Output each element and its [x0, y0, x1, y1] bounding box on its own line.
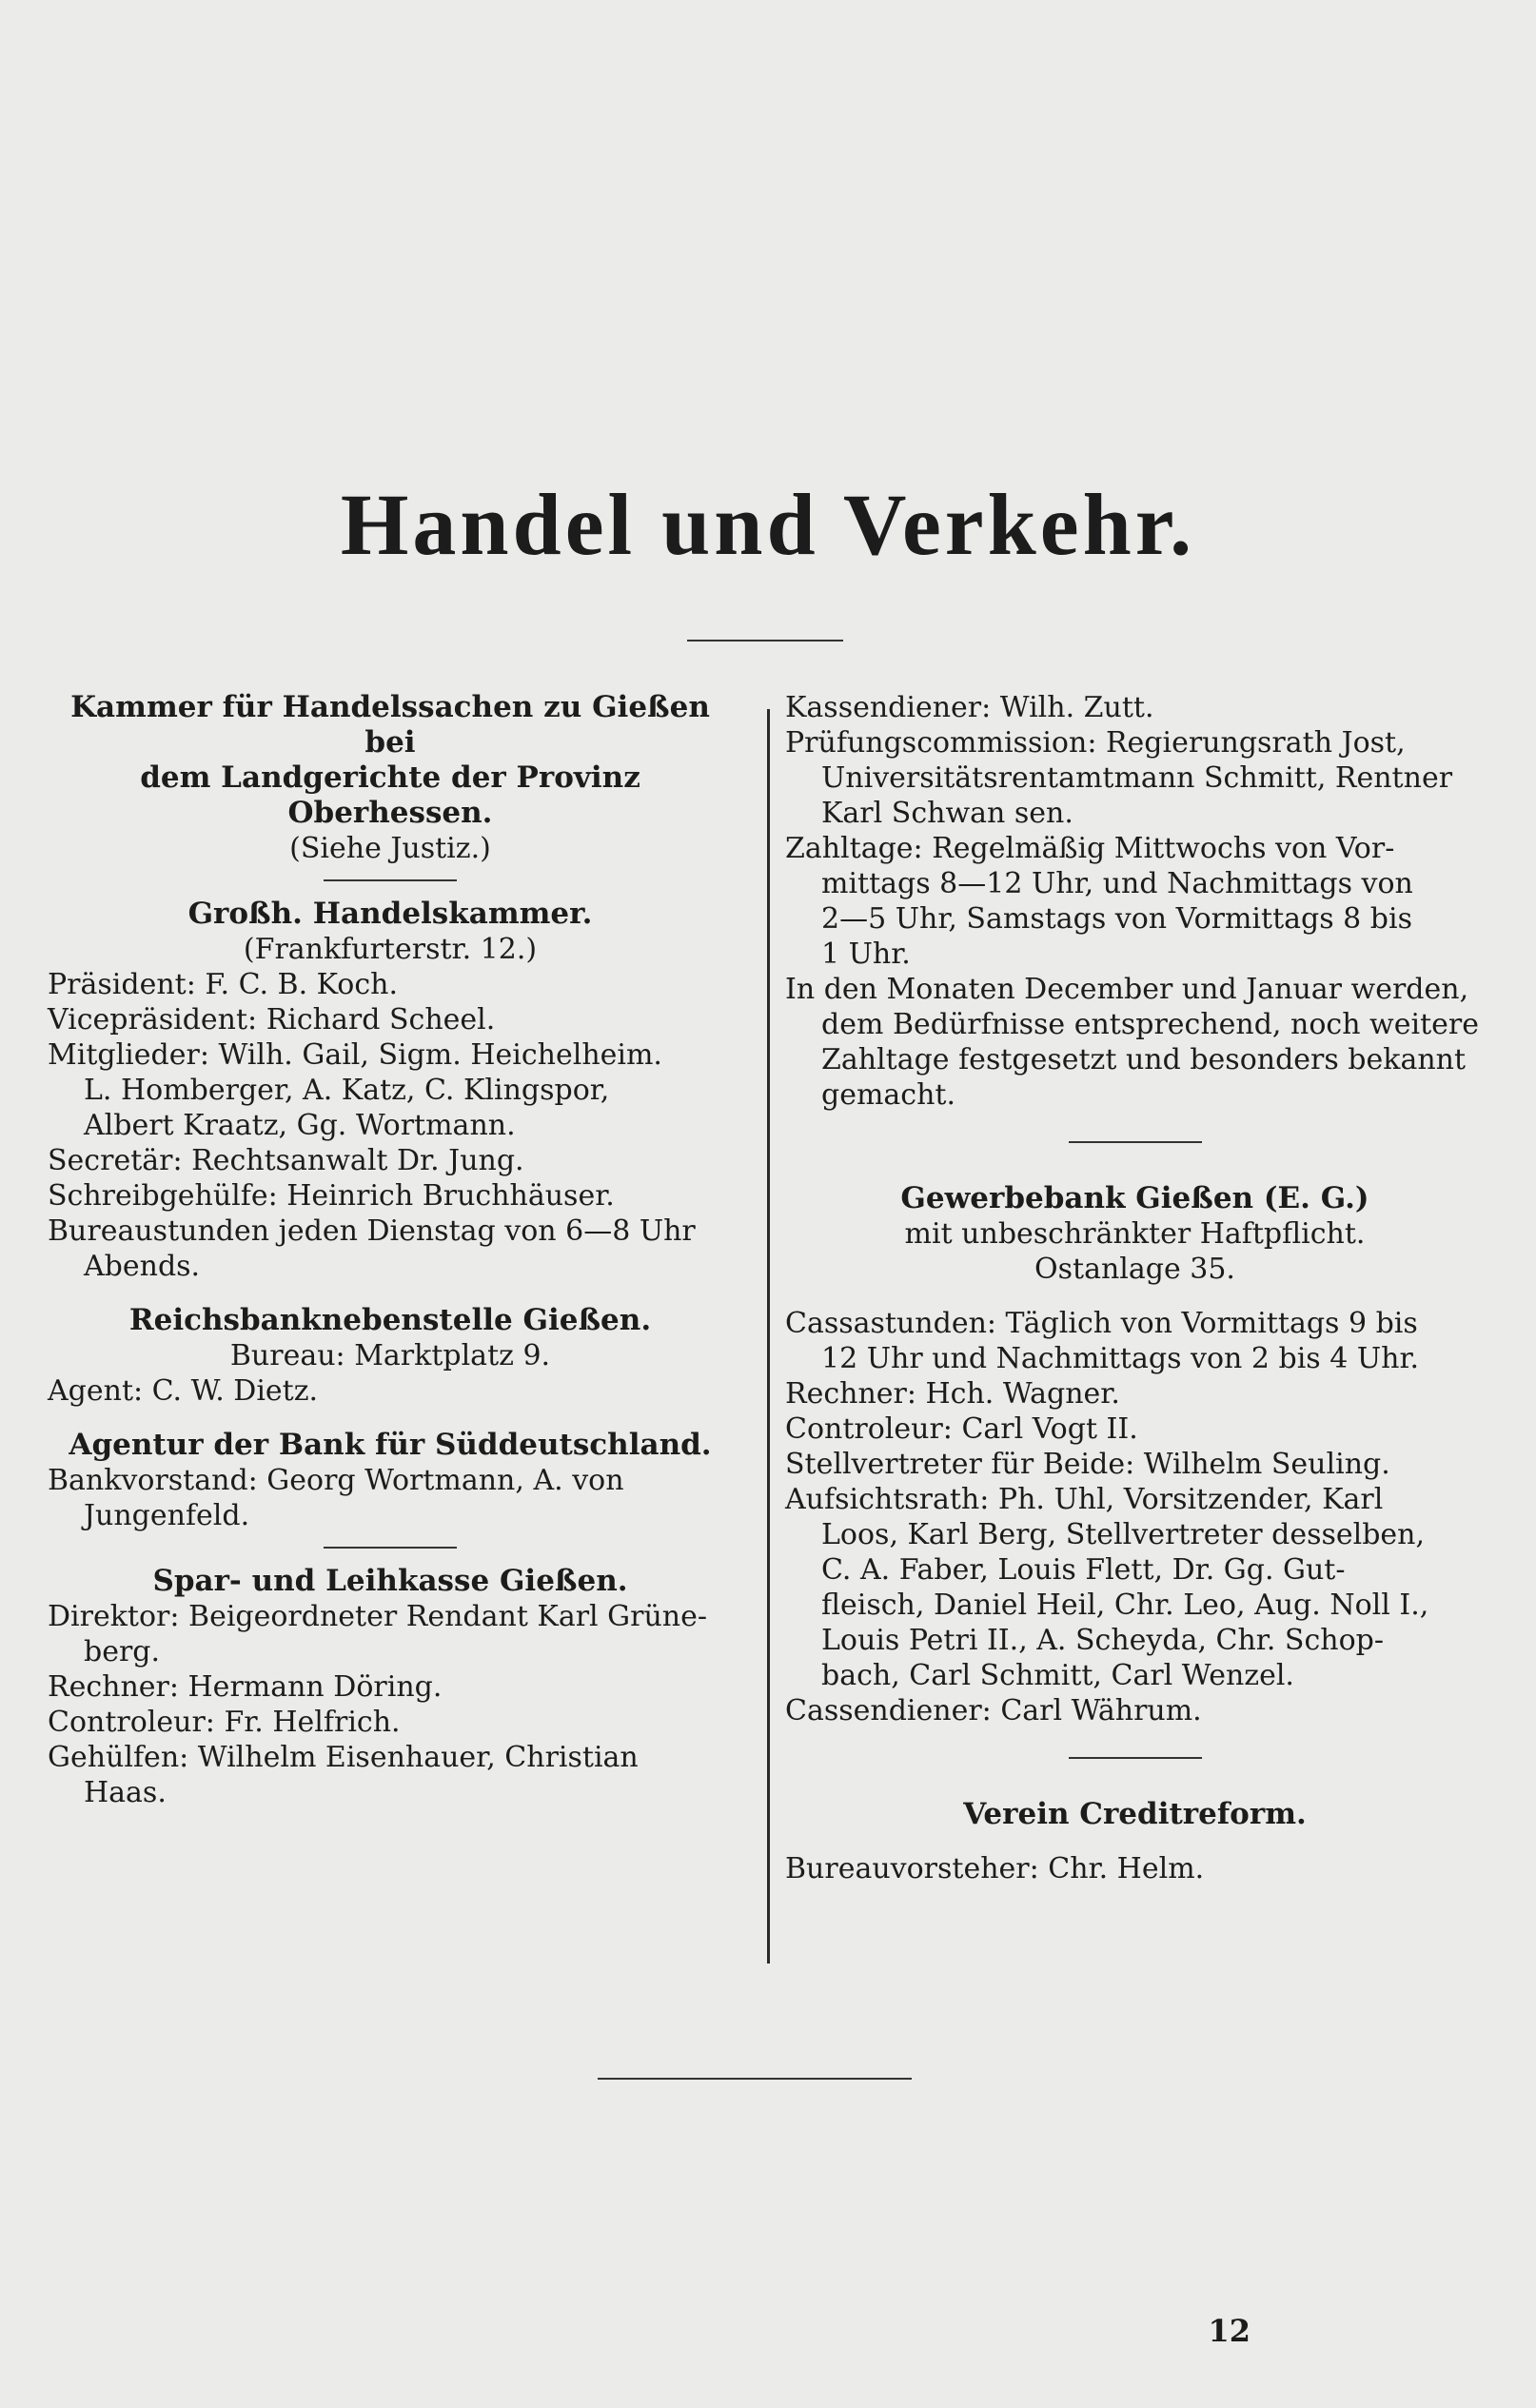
entry-line: Karl Schwan sen.: [821, 797, 1073, 830]
page-number: 12: [1208, 2313, 1250, 2349]
section-handelskammer: [48, 897, 733, 1284]
entry-line: gemacht.: [821, 1078, 956, 1112]
entry-line: Zahltage festgesetzt und besonders bekannt: [821, 1043, 1467, 1076]
entry-line: Bankvorstand: Georg Wortmann, A. von: [48, 1464, 624, 1497]
entry-line: Bureaustunden jeden Dienstag von 6—8 Uhr: [48, 1214, 696, 1248]
bottom-rule: [598, 2078, 912, 2080]
entry-line: Jungenfeld.: [84, 1499, 250, 1532]
entry-line: bach, Carl Schmitt, Carl Wenzel.: [821, 1659, 1294, 1692]
entry-line: Haas.: [84, 1776, 167, 1809]
section-divider: [1069, 1757, 1202, 1759]
entry-line: Direktor: Beigeordneter Rendant Karl Grüne-: [48, 1600, 708, 1633]
entry-line: Abends.: [84, 1250, 201, 1283]
section-heading: Verein Creditreform.: [963, 1797, 1307, 1831]
left-column: [48, 690, 733, 1810]
section-heading: Kammer für Handelssachen zu Gießen bei: [70, 690, 710, 760]
section-heading: Agentur der Bank für Süddeutschland.: [69, 1428, 712, 1462]
entry-line: 2—5 Uhr, Samstags von Vormittags 8 bis: [821, 902, 1412, 936]
entry-line: Vicepräsident: Richard Scheel.: [48, 1003, 496, 1036]
entry-line: Schreibgehülfe: Heinrich Bruchhäuser.: [48, 1179, 615, 1213]
section-heading: Spar- und Leihkasse Gießen.: [152, 1564, 628, 1598]
title-rule: [687, 640, 843, 641]
column-divider: [767, 709, 770, 1964]
section-divider: [324, 1547, 457, 1549]
section-heading: Gewerbebank Gießen (E. G.): [900, 1181, 1369, 1215]
entry-line: Bureauvorsteher: Chr. Helm.: [785, 1852, 1205, 1885]
entry-line: 12 Uhr und Nachmittags von 2 bis 4 Uhr.: [821, 1342, 1420, 1375]
entry-line: Präsident: F. C. B. Koch.: [48, 968, 398, 1001]
entry-line: Albert Kraatz, Gg. Wortmann.: [84, 1109, 516, 1142]
section-agentur-bank: [48, 1428, 733, 1533]
entry-line: 1 Uhr.: [821, 938, 911, 971]
section-heading: Reichsbanknebenstelle Gießen.: [128, 1303, 652, 1337]
entry-line: Mitglieder: Wilh. Gail, Sigm. Heichelheim.: [48, 1038, 662, 1072]
entry-line: Universitätsrentamtmann Schmitt, Rentner: [821, 761, 1453, 795]
entry-line: berg.: [84, 1635, 161, 1668]
entry-line: Louis Petri II., A. Scheyda, Chr. Schop-: [821, 1624, 1385, 1657]
entry-line: Cassendiener: Carl Währum.: [785, 1694, 1202, 1727]
entry-line: Agent: C. W. Dietz.: [48, 1374, 319, 1408]
section-kammer-handelssachen: [48, 690, 733, 866]
entry-line: Gehülfen: Wilhelm Eisenhauer, Christian: [48, 1741, 639, 1774]
entry-line: Aufsichtsrath: Ph. Uhl, Vorsitzender, Karl: [785, 1483, 1384, 1516]
section-verein-creditreform: [785, 1797, 1485, 1886]
entry-line: Rechner: Hch. Wagner.: [785, 1377, 1120, 1411]
section-divider: [1069, 1141, 1202, 1143]
page-title: Handel und Verkehr.: [340, 476, 1196, 573]
entry-line: Kassendiener: Wilh. Zutt.: [785, 691, 1154, 724]
entry-line: Controleur: Fr. Helfrich.: [48, 1706, 401, 1739]
entry-line: Prüfungscommission: Regierungsrath Jost,: [785, 726, 1406, 760]
section-reichsbank: [48, 1303, 733, 1409]
entry-line: Secretär: Rechtsanwalt Dr. Jung.: [48, 1144, 524, 1177]
entry-line: fleisch, Daniel Heil, Chr. Leo, Aug. Noll I.,: [821, 1589, 1429, 1622]
entry-line: C. A. Faber, Louis Flett, Dr. Gg. Gut-: [821, 1553, 1346, 1587]
entry-line: Controleur: Carl Vogt II.: [785, 1412, 1138, 1446]
section-gewerbebank: [785, 1181, 1485, 1728]
cross-reference-note: (Siehe Justiz.): [289, 832, 491, 865]
section-sparkasse-continued: [785, 690, 1485, 1113]
entry-line: Cassastunden: Täglich von Vormittags 9 bis: [785, 1307, 1418, 1340]
entry-line: Zahltage: Regelmäßig Mittwochs von Vor-: [785, 832, 1395, 865]
address: Ostanlage 35.: [1034, 1253, 1235, 1286]
section-divider: [324, 879, 457, 881]
right-column: [785, 690, 1485, 1886]
section-heading: dem Landgerichte der Provinz Oberhessen.: [140, 760, 640, 830]
entry-line: Loos, Karl Berg, Stellvertreter desselben,: [821, 1518, 1426, 1551]
address: Bureau: Marktplatz 9.: [229, 1339, 551, 1372]
entry-line: Rechner: Hermann Döring.: [48, 1670, 443, 1704]
entry-line: L. Homberger, A. Katz, C. Klingspor,: [84, 1074, 610, 1107]
section-subheading: mit unbeschränkter Haftpflicht.: [904, 1217, 1366, 1251]
entry-line: dem Bedürfnisse entsprechend, noch weitere: [821, 1008, 1479, 1041]
entry-line: Stellvertreter für Beide: Wilhelm Seuling.: [785, 1448, 1390, 1481]
section-sparkasse: [48, 1564, 733, 1810]
address: (Frankfurterstr. 12.): [243, 933, 538, 966]
entry-line: mittags 8—12 Uhr, und Nachmittags von: [821, 867, 1413, 900]
section-heading: Großh. Handelskammer.: [187, 897, 593, 931]
entry-line: In den Monaten December und Januar werden,: [785, 973, 1469, 1006]
